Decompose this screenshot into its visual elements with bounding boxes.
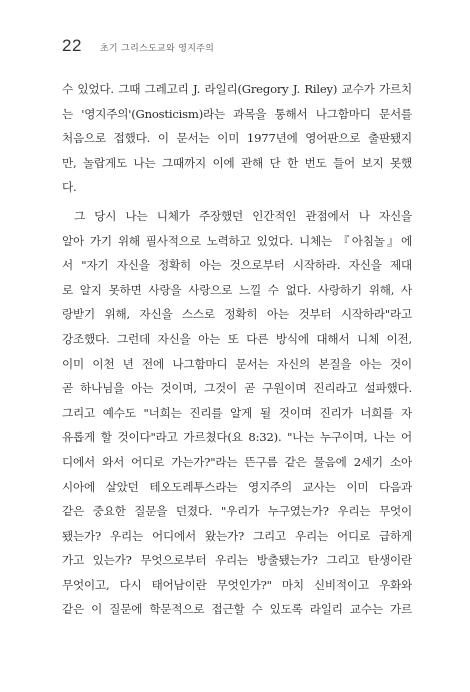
text-line: 랑받기 위해, 자신을 스스로 정확히 아는 것부터 시작하라"라고 xyxy=(62,307,412,322)
text-line: 그 당시 나는 니체가 주장했던 인간적인 관점에서 나 자신을 xyxy=(74,208,412,223)
body-text xyxy=(62,77,412,622)
text-line: 같은 이 질문에 학문적으로 접근할 수 있도록 라일리 교수는 가르 xyxy=(62,602,412,617)
text-line: 이미 이천 년 전에 나그함마디 문서는 자신의 본질을 아는 것이 xyxy=(62,356,412,371)
page-header xyxy=(62,36,214,56)
text-line: 가고 있는가? 무엇으로부터 우리는 방출됐는가? 그리고 탄생이란 xyxy=(62,553,412,568)
text-line: 됐는가? 우리는 어디에서 왔는가? 그리고 우리는 어디로 급하게 xyxy=(62,528,412,543)
text-line: 만, 놀랍게도 나는 그때까지 이에 관해 단 한 번도 들어 보지 못했 xyxy=(62,155,412,170)
text-line: 디에서 와서 어디로 가는가?"라는 뜬구름 같은 물음에 2세기 소아 xyxy=(62,454,412,469)
page-number: 22 xyxy=(62,36,82,55)
text-line: 같은 중요한 질문을 던졌다. "우리가 누구였는가? 우리는 무엇이 xyxy=(62,504,412,519)
text-line: 그리고 예수도 "너희는 진리를 알게 될 것이며 진리가 너희를 자 xyxy=(62,405,412,420)
text-line: 로 알지 못하면 사랑을 사랑으로 느낄 수 없다. 사랑하기 위해, 사 xyxy=(62,282,412,297)
text-line: 서 "자기 자신을 정확히 아는 것으로부터 시작하라. 자신을 제대 xyxy=(62,258,412,273)
text-line: 곧 하나님을 아는 것이며, 그것이 곧 구원이며 진리라고 설파했다. xyxy=(62,381,412,396)
text-line: 시아에 살았던 테오도레투스라는 영지주의 교사는 이미 다음과 xyxy=(62,479,412,494)
text-line: 강조했다. 그런데 자신을 아는 또 다른 방식에 대해서 니체 이전, xyxy=(62,331,412,346)
text-line: 처음으로 접했다. 이 문서는 이미 1977년에 영어판으로 출판됐지 xyxy=(62,131,412,146)
text-line: 수 있었다. 그때 그레고리 J. 라일리(Gregory J. Riley) 교수가 가르치 xyxy=(62,82,412,96)
text-line: 유롭게 할 것이다"라고 가르쳤다(요 8:32). "나는 누구이며, 나는 어 xyxy=(62,430,412,445)
text-line: 다. xyxy=(62,180,77,195)
text-line: 무엇이고, 다시 태어남이란 무엇인가?" 마치 신비적이고 우화와 xyxy=(62,577,412,592)
text-line: 알아 가기 위해 필사적으로 노력하고 있었다. 니체는 『아침놀』에 xyxy=(62,233,412,248)
text-line: 는 '영지주의'(Gnosticism)라는 과목을 통해서 나그함마디 문서를 xyxy=(62,106,412,121)
running-title: 초기 그리스도교와 영지주의 xyxy=(99,44,215,54)
